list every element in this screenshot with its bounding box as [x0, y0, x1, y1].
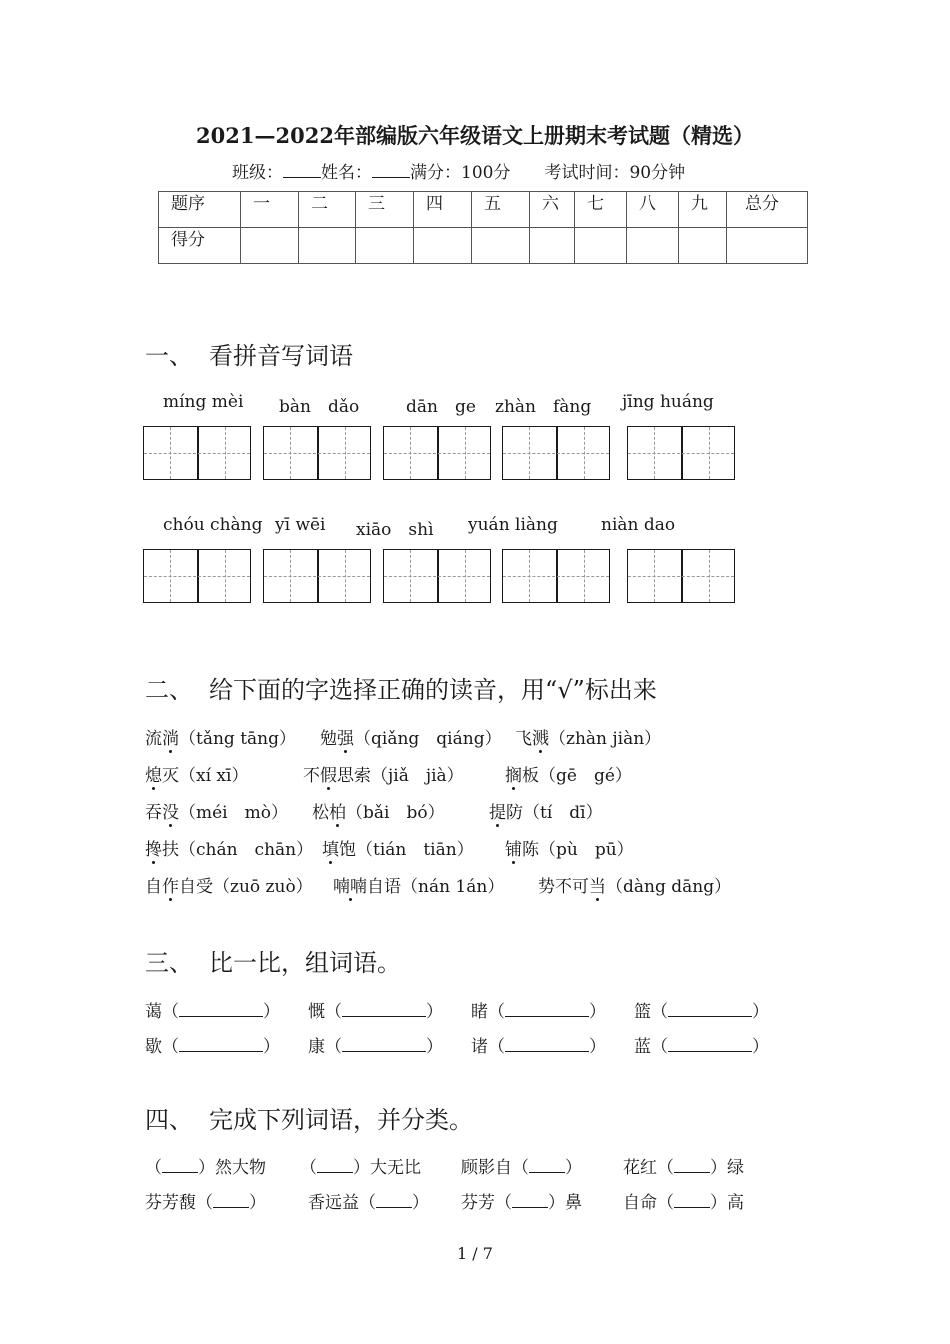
writing-grid[interactable]: [383, 426, 491, 480]
table-cell: 三: [356, 192, 414, 228]
section-number: 四、: [145, 1106, 193, 1134]
pronunciation-item[interactable]: 飞溅（zhàn jiàn）: [515, 724, 661, 749]
pronunciation-item[interactable]: 搀扶（chán chān）: [145, 835, 313, 860]
pronunciation-item[interactable]: 搁板（gē gé）: [505, 761, 632, 786]
score-cell[interactable]: [472, 228, 530, 264]
writing-grid[interactable]: [263, 426, 371, 480]
section-title: 完成下列词语，并分类。: [209, 1106, 473, 1134]
pronunciation-item[interactable]: 勉强（qiǎng qiáng）: [320, 724, 502, 749]
table-cell: 五: [472, 192, 530, 228]
pinyin-label: zhàn fàng: [495, 397, 592, 417]
word-fill-item[interactable]: 慨（ ）: [308, 1002, 443, 1022]
section-title: 比一比，组词语。: [209, 949, 401, 977]
writing-grid[interactable]: [502, 549, 610, 603]
idiom-fill-item[interactable]: 顾影自（ ）: [461, 1158, 582, 1178]
writing-grid[interactable]: [627, 549, 735, 603]
table-cell: 得分: [159, 228, 241, 264]
pinyin-label: niàn dao: [601, 515, 676, 535]
section-title: 看拼音写词语: [209, 342, 353, 370]
page-number: 1 / 7: [457, 1244, 493, 1263]
exam-time: 考试时间：90分钟: [544, 163, 686, 183]
pronunciation-item[interactable]: 铺陈（pù pū）: [505, 835, 634, 860]
section-number: 一、: [145, 342, 193, 370]
table-cell: 六: [530, 192, 575, 228]
pronunciation-item[interactable]: 提防（tí dī）: [489, 798, 603, 823]
word-fill-item[interactable]: 蔼（ ）: [145, 1002, 280, 1022]
pinyin-label: bàn dǎo: [279, 397, 360, 417]
score-cell[interactable]: [627, 228, 679, 264]
section-title: 给下面的字选择正确的读音，用“√”标出来: [209, 676, 657, 704]
section-number: 三、: [145, 949, 193, 977]
section-2-heading: [145, 670, 657, 705]
pinyin-label: chóu chàng: [163, 515, 263, 535]
score-cell[interactable]: [727, 228, 808, 264]
pronunciation-item[interactable]: 填饱（tián tiān）: [322, 835, 474, 860]
table-cell: 一: [241, 192, 299, 228]
word-fill-item[interactable]: 蓝（ ）: [634, 1037, 769, 1057]
score-cell[interactable]: [241, 228, 299, 264]
score-cell[interactable]: [414, 228, 472, 264]
word-fill-item[interactable]: 睹（ ）: [471, 1002, 606, 1022]
word-fill-item[interactable]: 歇（ ）: [145, 1037, 280, 1057]
writing-grid[interactable]: [143, 426, 251, 480]
pinyin-label: yuán liàng: [468, 515, 558, 535]
table-cell: 四: [414, 192, 472, 228]
score-cell[interactable]: [575, 228, 627, 264]
pronunciation-item[interactable]: 自作自受（zuō zuò）: [145, 872, 313, 897]
table-cell: 八: [627, 192, 679, 228]
score-table: [158, 191, 808, 264]
page-title: 2021—2022年部编版六年级语文上册期末考试题（精选）: [196, 123, 754, 148]
idiom-fill-item[interactable]: 芬芳馥（ ）: [145, 1193, 266, 1213]
pinyin-label: dān ge: [406, 397, 476, 417]
pronunciation-item[interactable]: 松柏（bǎi bó）: [312, 798, 445, 823]
section-number: 二、: [145, 676, 193, 704]
score-cell[interactable]: [679, 228, 727, 264]
idiom-fill-item[interactable]: 芬芳（ ）鼻: [461, 1193, 582, 1213]
section-1-heading: [145, 336, 353, 371]
pronunciation-item[interactable]: 熄灭（xí xī）: [145, 761, 248, 786]
name-label: 姓名：: [321, 163, 372, 183]
score-cell[interactable]: [299, 228, 356, 264]
pronunciation-item[interactable]: 流淌（tǎng tāng）: [145, 724, 296, 749]
pronunciation-item[interactable]: 吞没（méi mò）: [145, 798, 288, 823]
score-cell[interactable]: [356, 228, 414, 264]
section-3-heading: [145, 943, 401, 978]
pinyin-label: jīng huáng: [622, 392, 714, 412]
idiom-fill-item[interactable]: 香远益（ ）: [308, 1193, 429, 1213]
writing-grid[interactable]: [627, 426, 735, 480]
idiom-fill-item[interactable]: （ ）大无比: [300, 1158, 421, 1178]
score-table-score-row: [159, 228, 808, 264]
pinyin-label: yī wēi: [275, 515, 326, 535]
pronunciation-item[interactable]: 不假思索（jiǎ jià）: [303, 761, 464, 786]
word-fill-item[interactable]: 康（ ）: [308, 1037, 443, 1057]
pinyin-label: míng mèi: [163, 392, 244, 412]
name-blank[interactable]: [372, 163, 410, 178]
table-cell: 二: [299, 192, 356, 228]
table-cell: 九: [679, 192, 727, 228]
idiom-fill-item[interactable]: （ ）然大物: [145, 1158, 266, 1178]
table-cell: 七: [575, 192, 627, 228]
writing-grid[interactable]: [143, 549, 251, 603]
idiom-fill-item[interactable]: 花红（ ）绿: [623, 1158, 744, 1178]
class-blank[interactable]: [283, 163, 321, 178]
writing-grid[interactable]: [383, 549, 491, 603]
section-4-heading: [145, 1100, 473, 1135]
word-fill-item[interactable]: 诸（ ）: [471, 1037, 606, 1057]
class-label: 班级：: [232, 163, 283, 183]
pinyin-label: xiāo shì: [356, 520, 434, 540]
score-cell[interactable]: [530, 228, 575, 264]
writing-grid[interactable]: [502, 426, 610, 480]
writing-grid[interactable]: [263, 549, 371, 603]
table-cell: 题序: [159, 192, 241, 228]
score-table-header-row: [159, 192, 808, 228]
full-score: 满分：100分: [410, 163, 511, 183]
exam-info-line: [232, 158, 685, 183]
idiom-fill-item[interactable]: 自命（ ）高: [623, 1193, 744, 1213]
pronunciation-item[interactable]: 势不可当（dàng dāng）: [538, 872, 731, 897]
word-fill-item[interactable]: 篮（ ）: [634, 1002, 769, 1022]
table-cell: 总分: [727, 192, 808, 228]
pronunciation-item[interactable]: 喃喃自语（nán 1án）: [333, 872, 504, 897]
